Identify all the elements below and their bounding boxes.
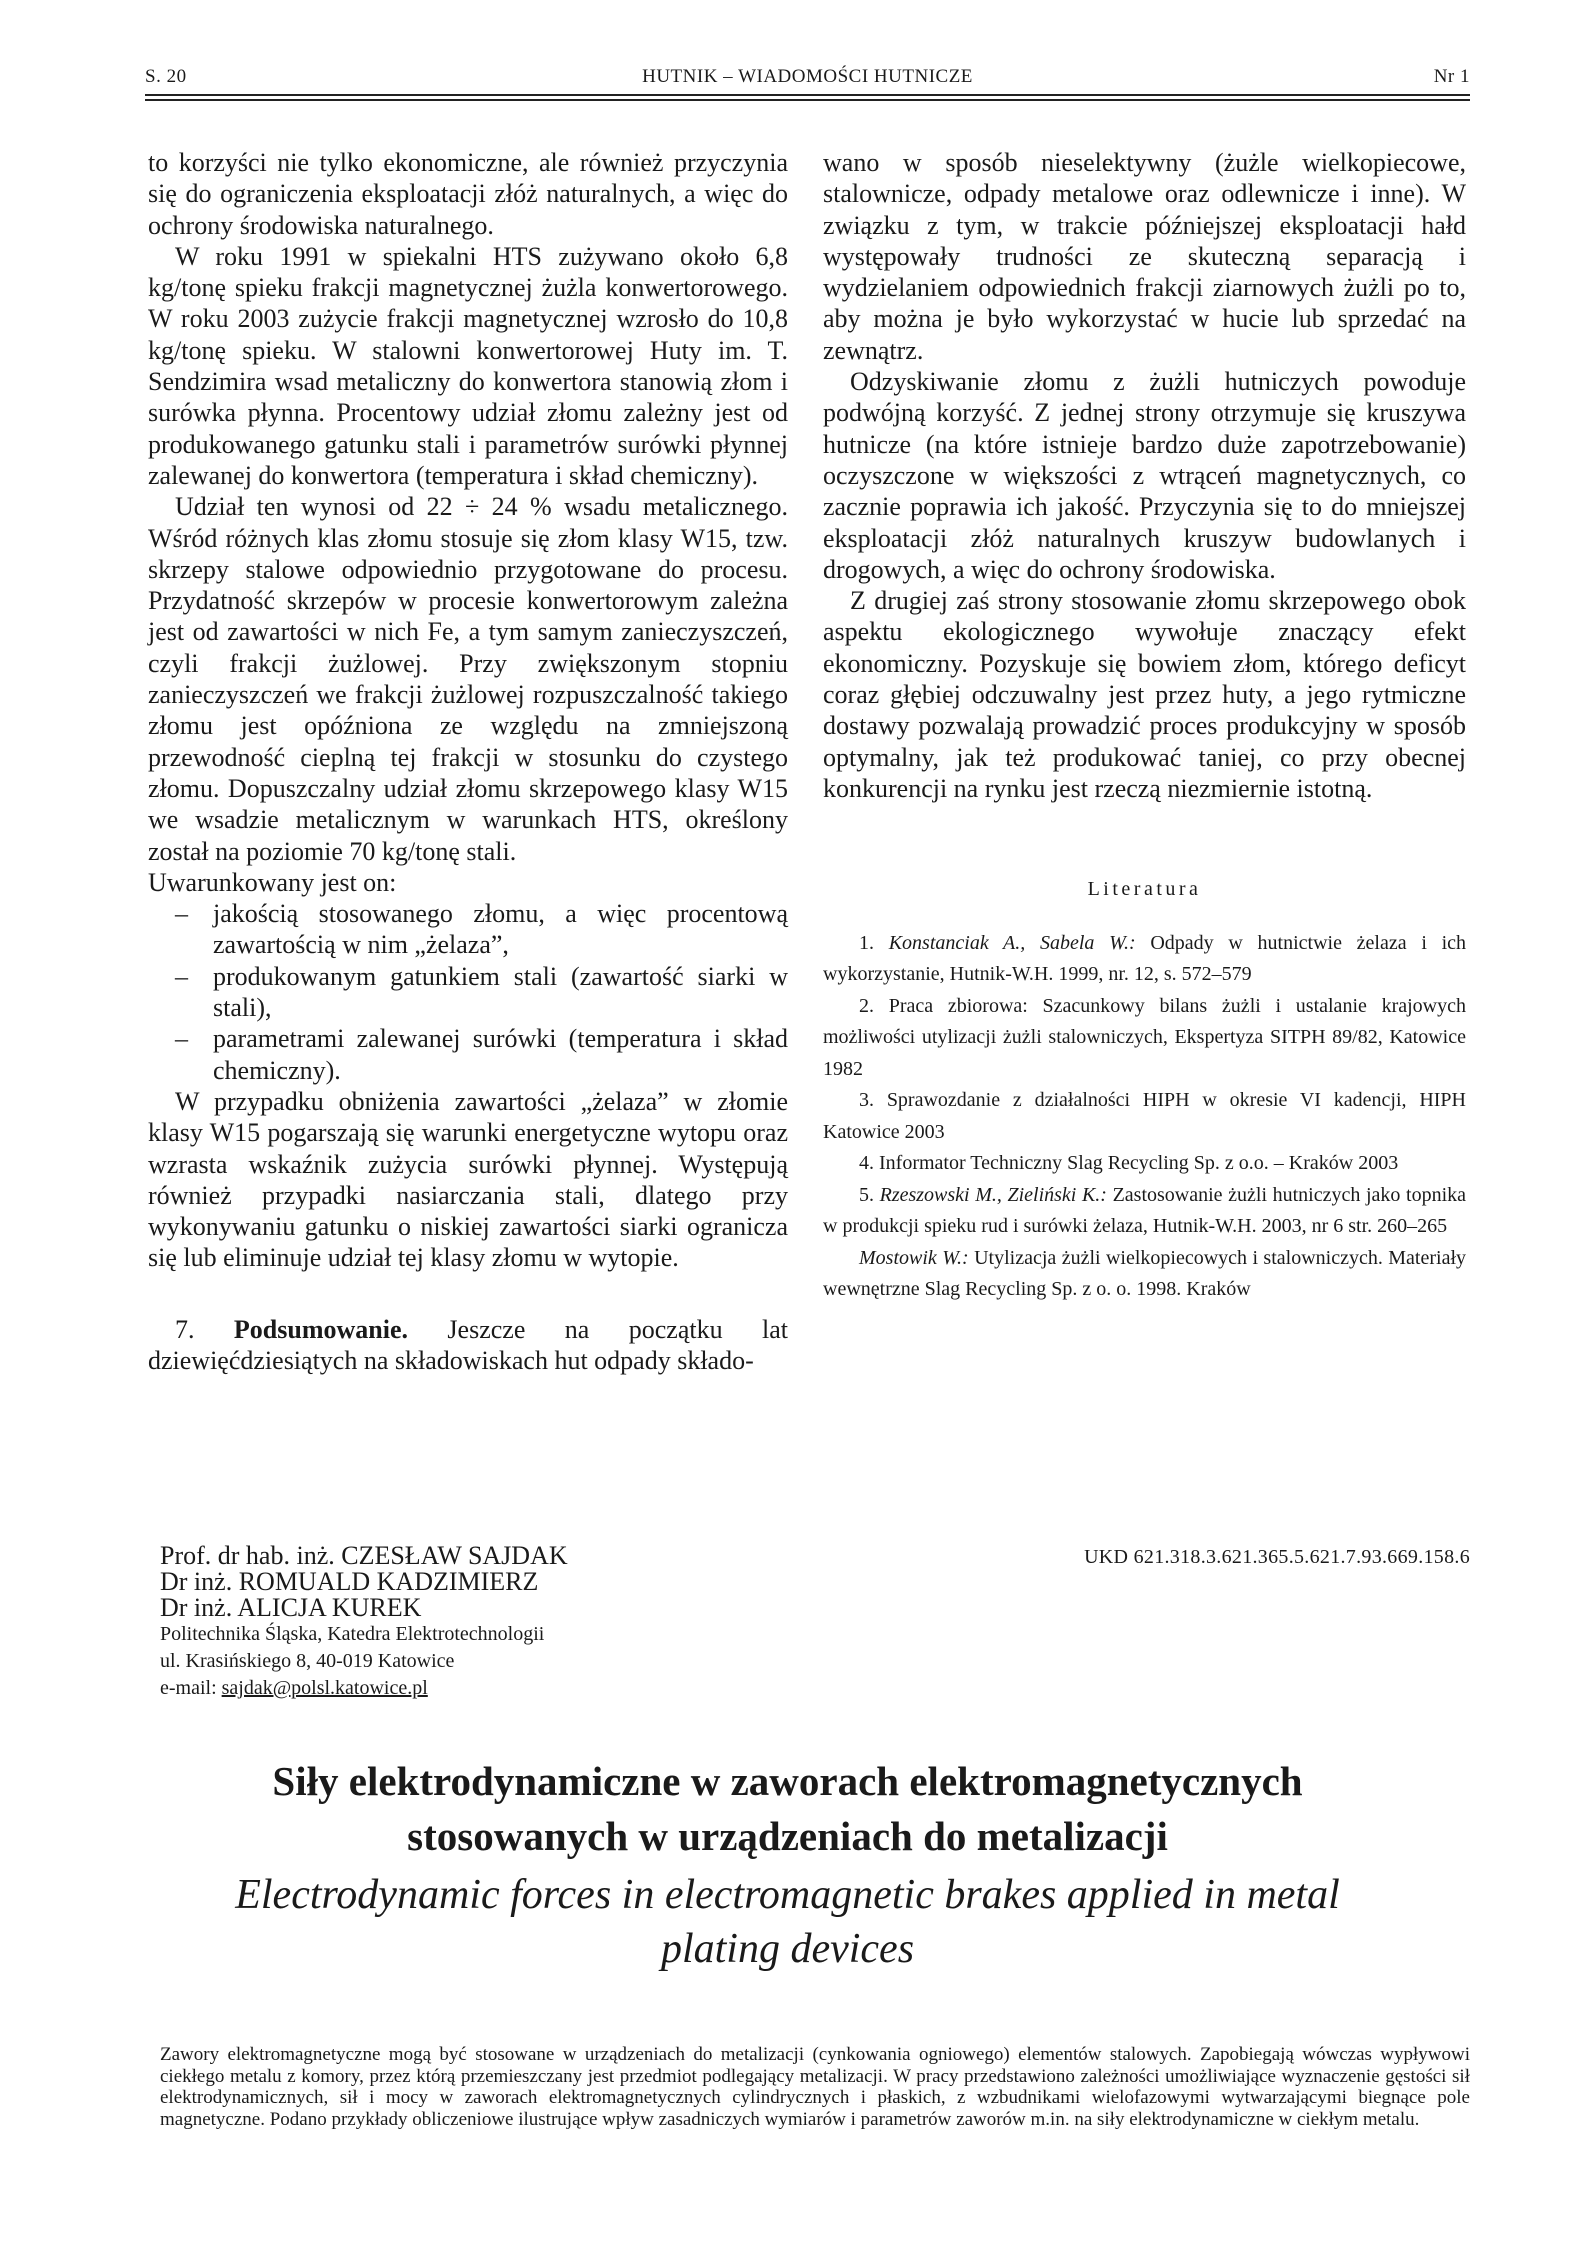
title-line: Siły elektrodynamiczne w zaworach elektromagnetycznych: [272, 1758, 1303, 1804]
reference-text: Zastosowanie żużli hutniczych jako topnika w produkcji spieku rud i surówki żelaza, Hutnik-W.H. 2003, nr 6 str. 260–265: [823, 1183, 1467, 1238]
article-title-pl: [100, 1754, 1475, 1864]
section-number: 7.: [175, 1314, 195, 1344]
reference-item: [823, 928, 1466, 991]
left-column: [148, 147, 788, 1376]
reference-item: [823, 1085, 1466, 1148]
title-line: plating devices: [660, 1926, 915, 1972]
reference-item: [823, 1180, 1466, 1243]
email-link[interactable]: sajdak@polsl.katowice.pl: [221, 1677, 428, 1699]
reference-authors: Rzeszowski M., Zieliński K.:: [879, 1183, 1107, 1206]
reference-number: 3.: [859, 1089, 874, 1112]
author-block: [160, 1543, 568, 1702]
reference-item: [823, 1148, 1466, 1180]
reference-number: 1.: [859, 931, 874, 954]
author-affiliation: Politechnika Śląska, Katedra Elektrotechnologii: [160, 1623, 545, 1645]
conditions-intro: Uwarunkowany jest on:: [148, 867, 397, 897]
summary-text: Jeszcze na początku lat dziewięćdziesiątych na składowiskach hut odpady składo-: [148, 1314, 788, 1375]
paragraph: to korzyści nie tylko ekonomiczne, ale również przyczynia się do ograniczenia eksploatacji złóż naturalnych, a więc do ochrony środowiska naturalnego.: [148, 148, 788, 240]
paragraph: Z drugiej zaś strony stosowanie złomu skrzepowego obok aspektu ekologicznego wywołuje znaczący efekt ekonomiczny. Pozyskuje się bowiem złom, którego deficyt coraz głębiej odczuwalny jest przez huty, a jego rytmiczne dostawy pozwalają prowadzić proces produkcyjny w sposób optymalny, jak też produkować taniej, co przy obecnej konkurencji na rynku jest rzeczą niezmiernie istotną.: [823, 586, 1466, 803]
article-title-en: [100, 1868, 1475, 1976]
author-email-line: [160, 1675, 568, 1702]
reference-text: Odpady w hutnictwie żelaza i ich wykorzystanie, Hutnik-W.H. 1999, nr. 12, s. 572–579: [823, 931, 1467, 986]
list-item: – jakością stosowanego złomu, a więc procentową zawartością w nim „żelaza”,: [148, 898, 788, 961]
author-address: ul. Krasińskiego 8, 40-019 Katowice: [160, 1650, 455, 1672]
reference-text: Sprawozdanie z działalności HIPH w okresie VI kadencji, HIPH Katowice 2003: [823, 1089, 1466, 1143]
section-heading: Podsumowanie.: [233, 1314, 408, 1344]
reference-item: [823, 991, 1466, 1086]
reference-number: 4.: [859, 1152, 874, 1175]
reference-number: 5.: [859, 1183, 874, 1206]
list-item: – produkowanym gatunkiem stali (zawartość siarki w stali),: [148, 961, 788, 1024]
title-line: Electrodynamic forces in electromagnetic brakes applied in metal: [235, 1872, 1340, 1918]
reference-text: Informator Techniczny Slag Recycling Sp. z o.o. – Kraków 2003: [879, 1152, 1399, 1175]
abstract: Zawory elektromagnetyczne mogą być stosowane w urządzeniach do metalizacji (cynkowania ogniowego) elementów stalowych. Zapobiegają wówczas wypływowi ciekłego metalu z komory, przez którą przemieszczany jest przedmiot podlegający metalizacji. W pracy przedstawiono zależności umożliwiające wyznaczenie gęstości sił elektrodynamicznych, sił i mocy w zaworach elektromagnetycznych cylindrycznych i płaskich, z wzbudnikami wielofazowymi wytwarzającymi biegnące pole magnetyczne. Podano przykłady obliczeniowe ilustrujące wpływ zasadniczych wymiarów i parametrów zaworów m.in. na siły elektrodynamiczne w ciekłym metalu.: [160, 2044, 1470, 2130]
author-name: Dr inż. ROMUALD KADZIMIERZ: [160, 1567, 539, 1596]
issue-number: Nr 1: [1433, 66, 1470, 87]
paragraph: Odzyskiwanie złomu z żużli hutniczych powoduje podwójną korzyść. Z jednej strony otrzymuje się kruszywa hutnicze (na które istnieje bardzo duże zapotrzebowanie) oczyszczone w większości z wtrąceń magnetycznych, co zacznie poprawia ich jakość. Przyczynia się to do mniejszej eksploatacji złóż naturalnych kruszyw budowlanych i drogowych, a więc do ochrony środowiska.: [823, 367, 1466, 584]
list-item: – parametrami zalewanej surówki (temperatura i skład chemiczny).: [148, 1023, 788, 1086]
author-name: Dr inż. ALICJA KUREK: [160, 1593, 422, 1622]
reference-authors: Konstanciak A., Sabela W.:: [888, 931, 1136, 954]
references-list: [823, 928, 1466, 1306]
header-rule-top: [145, 94, 1470, 96]
reference-number: 2.: [859, 994, 874, 1017]
header-rule-bottom: [145, 99, 1470, 101]
paragraph: W przypadku obniżenia zawartości „żelaza” w złomie klasy W15 pogarszają się warunki energetyczne wytopu oraz wzrasta wskaźnik zużycia surówki płynnej. Występują również przypadki nasiarczania stali, dlatego przy wykonywaniu gatunku o niskiej zawartości siarki ogranicza się lub eliminuje udział tej klasy złomu w wytopie.: [148, 1086, 788, 1273]
paragraph: Udział ten wynosi od 22 ÷ 24 % wsadu metalicznego. Wśród różnych klas złomu stosuje się złom klasy W15, tzw. skrzepy stalowe odpowiednio przygotowane do procesu. Przydatność skrzepów w procesie konwertorowym zależna jest od zawartości w nich Fe, a tym samym zanieczyszczeń, czyli frakcji żużlowej. Przy zwiększonym stopniu zanieczyszczeń we frakcji żużlowej rozpuszczalność takiego złomu jest opóźniona ze względu na zmniejszoną przewodność cieplną tej frakcji w stosunku do czystego złomu. Dopuszczalny udział złomu skrzepowego klasy W15 we wsadzie metalicznym w warunkach HTS, określony został na poziomie 70 kg/tonę stali.: [148, 492, 788, 866]
references-title: Literatura: [1087, 878, 1202, 901]
summary-paragraph: [148, 1314, 788, 1377]
email-label: e-mail:: [160, 1677, 217, 1699]
author-name: Prof. dr hab. inż. CZESŁAW SAJDAK: [160, 1541, 568, 1570]
journal-title: HUTNIK – WIADOMOŚCI HUTNICZE: [642, 66, 973, 87]
ukd-code: UKD 621.318.3.621.365.5.621.7.93.669.158.6: [1084, 1546, 1470, 1568]
paragraph: wano w sposób nieselektywny (żużle wielkopiecowe, stalownicze, odpady metalowe oraz odlewnicze i inne). W związku z tym, w trakcie późniejszej eksploatacji hałd występowały trudności ze skuteczną separacją i wydzielaniem odpowiednich frakcji ziarnowych żużli po to, aby można je było wykorzystać w hucie lub sprzedać na zewnątrz.: [823, 148, 1466, 365]
paragraph: W roku 1991 w spiekalni HTS zużywano około 6,8 kg/tonę spieku frakcji magnetycznej żużla konwertorowego. W roku 2003 zużycie frakcji magnetycznej wzrosło do 10,8 kg/tonę spieku. W stalowni konwertorowej Huty im. T. Sendzimira wsad metaliczny do konwertora stanowią złom i surówka płynna. Procentowy udział złomu zależny jest od produkowanego gatunku stali i parametrów surówki płynnej zalewanej do konwertora (temperatura i skład chemiczny).: [148, 241, 788, 490]
reference-text: Utylizacja żużli wielkopiecowych i stalowniczych. Materiały wewnętrzne Slag Recycling Sp. z o. o. 1998. Kraków: [823, 1246, 1466, 1301]
reference-text: Praca zbiorowa: Szacunkowy bilans żużli i ustalanie krajowych możliwości utylizacji żużli stalowniczych, Ekspertyza SITPH 89/82, Katowice 1982: [823, 994, 1466, 1080]
reference-authors: Mostowik W.:: [859, 1246, 969, 1269]
page-number: S. 20: [145, 66, 187, 87]
right-column: [823, 147, 1466, 1306]
reference-item: [823, 1243, 1466, 1306]
conditions-list: [148, 898, 788, 1086]
title-line: stosowanych w urządzeniach do metalizacji: [407, 1813, 1168, 1859]
